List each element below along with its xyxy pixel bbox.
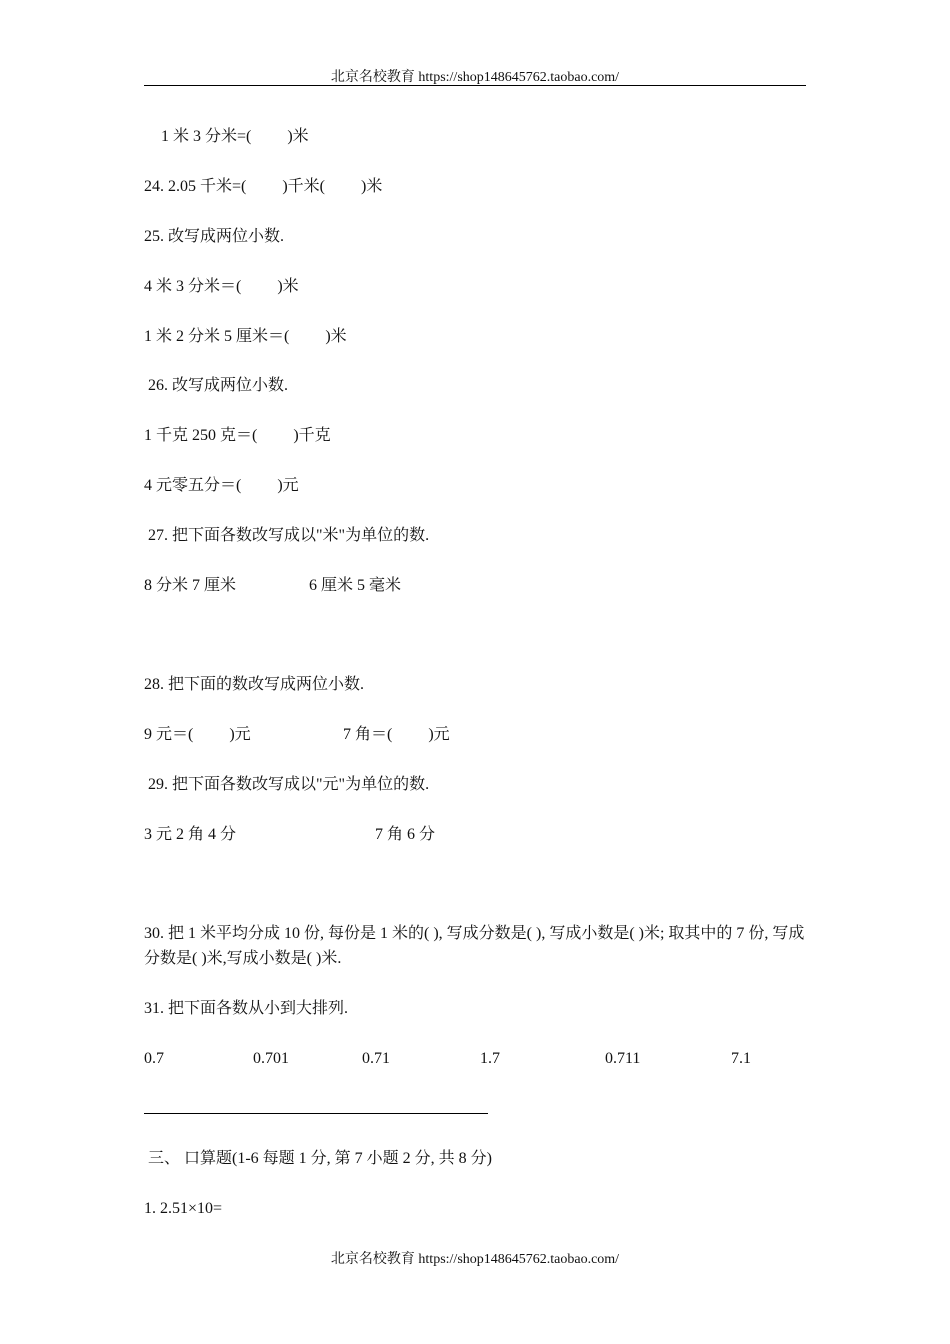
- question-28-item-b: 7 角＝( )元: [343, 726, 450, 743]
- question-24: 24. 2.05 千米=( )千米( )米: [144, 178, 383, 195]
- question-25-item-a: 4 米 3 分米＝( )米: [144, 278, 299, 295]
- q31-number: 1.7: [480, 1050, 500, 1067]
- question-29: 29. 把下面各数改写成以"元"为单位的数.: [148, 776, 430, 793]
- question-26-item-a: 1 千克 250 克＝( )千克: [144, 427, 331, 444]
- page-footer: 北京名校教育 https://shop148645762.taobao.com/: [330, 1252, 620, 1267]
- question-27: 27. 把下面各数改写成以"米"为单位的数.: [148, 527, 430, 544]
- question-29-item-b: 7 角 6 分: [375, 826, 436, 843]
- section-3-heading: 三、 口算题(1-6 每题 1 分, 第 7 小题 2 分, 共 8 分): [148, 1150, 492, 1167]
- question-29-item-a: 3 元 2 角 4 分: [144, 826, 237, 843]
- section-3-question-1: 1. 2.51×10=: [144, 1200, 223, 1217]
- question-27-item-b: 6 厘米 5 毫米: [309, 577, 402, 594]
- question-26: 26. 改写成两位小数.: [148, 377, 289, 394]
- q31-number: 0.71: [362, 1050, 390, 1067]
- header-divider: [144, 85, 806, 86]
- q31-number: 0.701: [253, 1050, 289, 1067]
- question-30: 30. 把 1 米平均分成 10 份, 每份是 1 米的( ), 写成分数是( ), 写成小数是( )米; 取其中的 7 份, 写成分数是( )米,写成小数是( )米.: [144, 925, 805, 967]
- page-header: 北京名校教育 https://shop148645762.taobao.com/: [330, 70, 620, 85]
- q31-number: 0.7: [144, 1050, 164, 1067]
- question-25: 25. 改写成两位小数.: [144, 228, 285, 245]
- line-1-meter-3-decimeter: 1 米 3 分米=( )米: [161, 128, 309, 145]
- question-31: 31. 把下面各数从小到大排列.: [144, 1000, 349, 1017]
- question-27-item-a: 8 分米 7 厘米: [144, 577, 237, 594]
- question-25-item-b: 1 米 2 分米 5 厘米＝( )米: [144, 328, 347, 345]
- question-28: 28. 把下面的数改写成两位小数.: [144, 676, 365, 693]
- answer-line: [144, 1113, 488, 1114]
- question-28-item-a: 9 元＝( )元: [144, 726, 251, 743]
- q31-number: 0.711: [605, 1050, 641, 1067]
- q31-number: 7.1: [731, 1050, 751, 1067]
- question-26-item-b: 4 元零五分＝( )元: [144, 477, 299, 494]
